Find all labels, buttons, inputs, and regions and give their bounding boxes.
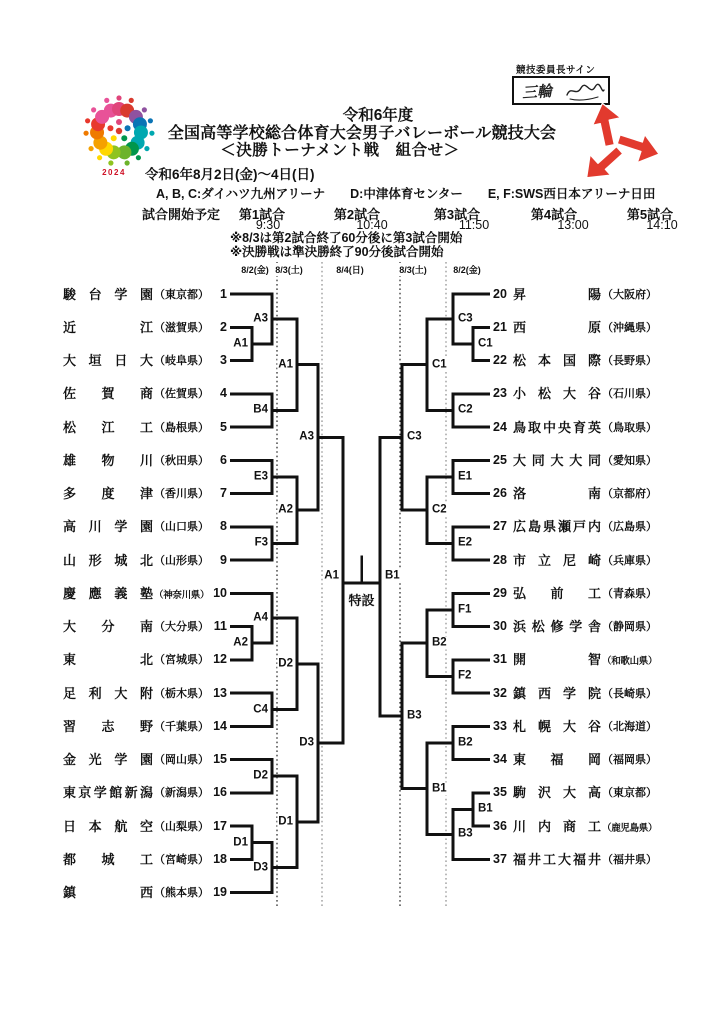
- team-name: 日本航空: [63, 818, 153, 834]
- match-label-A2a: A2: [233, 636, 248, 649]
- team-name: 駿台学園: [63, 286, 153, 302]
- team-row-25: [0, 452, 724, 469]
- team-prefecture: （兵庫県）: [602, 554, 657, 567]
- chairman-sign-box: [512, 76, 610, 105]
- team-seed: 33: [493, 718, 507, 733]
- match-label-B3b: B3: [407, 709, 422, 722]
- team-row-27: [0, 518, 724, 535]
- team-name: 鳥取中央育英: [513, 419, 601, 435]
- team-name: 多度津: [63, 486, 153, 501]
- team-prefecture: （香川県）: [154, 488, 209, 500]
- team-prefecture: （栃木県）: [154, 687, 209, 700]
- team-name: 広島県瀬戸内: [513, 519, 601, 535]
- team-seed: 13: [213, 685, 227, 700]
- match-label-C1a: C1: [478, 337, 493, 350]
- team-name: 駒沢大高: [513, 785, 601, 801]
- team-prefecture: （秋田県）: [154, 454, 209, 467]
- schedule-time-5: 14:10: [646, 218, 678, 232]
- team-row-33: [0, 718, 724, 735]
- team-row-37: [0, 851, 724, 868]
- match-label-C2b: C2: [432, 503, 447, 516]
- match-label-D3b: D3: [299, 736, 314, 749]
- schedule-session-4: 第4試合: [530, 207, 578, 222]
- team-seed: 35: [493, 785, 507, 800]
- schedule-note-2: ※決勝戦は準決勝終了90分後試合開始: [230, 245, 444, 259]
- team-seed: 23: [493, 386, 507, 401]
- match-label-B1b: B1: [432, 782, 447, 795]
- team-seed: 14: [213, 718, 227, 733]
- match-label-C4a: C4: [253, 703, 268, 716]
- match-label-C3b: C3: [407, 430, 422, 443]
- team-prefecture: （福岡県）: [602, 754, 657, 766]
- team-name: 浜松修学舎: [513, 619, 601, 634]
- team-prefecture: （島根県）: [154, 421, 209, 434]
- team-name: 東京学館新潟: [63, 785, 153, 801]
- day-header-0: 8/2(金): [241, 265, 269, 275]
- team-prefecture: （岡山県）: [154, 754, 209, 766]
- team-row-36: [0, 818, 724, 835]
- team-prefecture: （熊本県）: [154, 887, 209, 899]
- team-name: 昇陽: [513, 286, 601, 302]
- team-prefecture: （大分県）: [154, 621, 209, 633]
- team-prefecture: （東京都）: [154, 288, 209, 301]
- team-seed: 6: [220, 452, 227, 467]
- team-seed: 19: [213, 885, 227, 899]
- schedule-time-1: 9:30: [255, 218, 281, 232]
- chairman-signature: 三輪: [521, 82, 553, 103]
- team-name: 大垣日大: [63, 353, 153, 368]
- schedule-session-2: 第2試合: [333, 207, 381, 222]
- match-label-E2a: E2: [458, 536, 473, 549]
- team-prefecture: （千葉県）: [154, 720, 209, 733]
- team-seed: 31: [493, 652, 507, 667]
- team-row-30: [0, 618, 724, 635]
- team-prefecture: （宮城県）: [154, 654, 209, 667]
- team-prefecture: （大阪府）: [602, 288, 657, 301]
- team-prefecture: （静岡県）: [602, 621, 657, 633]
- team-prefecture: （鹿児島県）: [602, 822, 657, 834]
- team-row-23: [0, 385, 724, 402]
- team-prefecture: （山口県）: [154, 521, 209, 534]
- schedule-note-1: ※8/3は第2試合終了60分後に第3試合開始: [230, 230, 463, 245]
- match-label-F3a: F3: [254, 536, 268, 549]
- team-row-32: [0, 685, 724, 702]
- team-seed: 27: [493, 519, 507, 534]
- team-prefecture: （沖縄県）: [602, 321, 657, 334]
- team-seed: 5: [220, 419, 227, 434]
- match-label-A4a: A4: [253, 611, 268, 624]
- team-prefecture: （鳥取県）: [602, 421, 657, 434]
- team-name: 松本国際: [513, 353, 601, 368]
- team-seed: 15: [213, 752, 227, 766]
- team-name: 福井工大福井: [513, 851, 601, 867]
- team-seed: 22: [493, 353, 507, 367]
- team-seed: 30: [493, 619, 507, 633]
- schedule-time-4: 13:00: [557, 218, 589, 232]
- team-prefecture: （青森県）: [602, 587, 657, 600]
- team-seed: 11: [213, 619, 227, 633]
- match-label-A1b: A1: [278, 358, 293, 371]
- team-seed: 21: [493, 319, 507, 334]
- team-name: 小松大谷: [513, 386, 601, 402]
- match-label-D1b: D1: [278, 815, 293, 828]
- team-prefecture: （広島県）: [602, 521, 657, 534]
- team-name: 雄物川: [63, 452, 153, 468]
- team-row-28: [0, 552, 724, 569]
- team-prefecture: （石川県）: [602, 388, 657, 401]
- team-seed: 29: [493, 585, 507, 600]
- team-name: 鎮西: [63, 885, 153, 900]
- team-seed: 36: [493, 818, 507, 833]
- schedule-session-1: 第1試合: [238, 207, 286, 222]
- team-seed: 32: [493, 685, 507, 700]
- emblem-year-label: 2024: [102, 168, 126, 177]
- team-name: 洛南: [513, 486, 601, 501]
- schedule-label: 試合開始予定: [142, 207, 221, 222]
- team-name: 金光学園: [63, 752, 153, 767]
- team-seed: 34: [493, 752, 507, 766]
- team-name: 市立尼崎: [513, 552, 601, 568]
- team-prefecture: （長野県）: [602, 355, 657, 367]
- team-name: 近江: [63, 319, 153, 335]
- team-name: 西原: [513, 319, 601, 335]
- team-seed: 24: [493, 419, 507, 434]
- team-seed: 8: [220, 519, 227, 534]
- day-header-1: 8/3(土): [275, 265, 303, 275]
- team-row-20: [0, 286, 724, 303]
- tournament-title: 全国高等学校総合体育大会男子バレーボール競技大会: [167, 125, 557, 142]
- final-venue-label: 特設: [346, 590, 376, 609]
- team-seed: 9: [220, 552, 227, 567]
- team-seed: 37: [493, 851, 507, 866]
- team-seed: 2: [220, 319, 227, 334]
- team-prefecture: （和歌山県）: [602, 656, 657, 668]
- match-label-C3a: C3: [458, 312, 473, 325]
- team-name: 鎮西学院: [513, 685, 601, 701]
- team-name: 佐賀商: [63, 386, 153, 402]
- team-name: 松江工: [63, 419, 153, 435]
- team-seed: 28: [493, 552, 507, 567]
- team-name: 川内商工: [513, 818, 601, 834]
- team-seed: 18: [213, 851, 227, 866]
- team-name: 大分南: [63, 619, 153, 634]
- team-prefecture: （福井県）: [602, 853, 657, 866]
- team-row-29: [0, 585, 724, 602]
- schedule-time-3: 11:50: [458, 218, 490, 232]
- team-name: 東福岡: [513, 752, 601, 767]
- team-prefecture: （愛知県）: [602, 454, 657, 467]
- team-row-35: [0, 784, 724, 801]
- match-label-B3a: B3: [458, 827, 473, 840]
- team-seed: 25: [493, 452, 507, 467]
- team-prefecture: （神奈川県）: [154, 589, 209, 601]
- team-seed: 26: [493, 486, 507, 500]
- match-label-A1a: A1: [233, 337, 248, 350]
- team-name: 足利大附: [63, 685, 153, 701]
- team-prefecture: （東京都）: [602, 787, 657, 800]
- team-seed: 1: [220, 286, 227, 301]
- match-label-E3a: E3: [253, 470, 268, 483]
- match-label-B4a: B4: [253, 403, 268, 416]
- team-prefecture: （北海道）: [602, 720, 657, 733]
- team-prefecture: （岐阜県）: [154, 355, 209, 367]
- team-seed: 20: [493, 286, 507, 301]
- fiscal-year-title: 令和6年度: [342, 107, 414, 124]
- match-label-E1a: E1: [458, 470, 473, 483]
- team-seed: 10: [213, 585, 227, 600]
- match-label-F2a: F2: [458, 669, 472, 682]
- match-label-B1a: B1: [478, 802, 493, 815]
- team-name: 弘前工: [513, 585, 601, 601]
- event-dates: 令和6年8月2日(金)～4日(日): [145, 167, 315, 182]
- team-seed: 17: [213, 818, 227, 833]
- team-row-34: [0, 751, 724, 768]
- match-label-A1c: A1: [324, 569, 339, 582]
- team-row-31: [0, 651, 724, 668]
- team-row-21: [0, 319, 724, 336]
- team-seed: 3: [220, 353, 227, 367]
- team-row-24: [0, 419, 724, 436]
- team-name: 高川学園: [63, 519, 153, 535]
- team-prefecture: （山梨県）: [154, 820, 209, 833]
- team-row-22: [0, 352, 724, 369]
- team-seed: 7: [220, 486, 227, 500]
- team-name: 開智: [513, 652, 601, 668]
- team-prefecture: （新潟県）: [154, 787, 209, 800]
- schedule-session-3: 第3試合: [433, 207, 481, 222]
- team-name: 都城工: [63, 851, 153, 867]
- team-name: 札幌大谷: [513, 718, 601, 734]
- team-name: 大同大大同: [513, 452, 601, 468]
- team-name: 慶應義塾: [63, 585, 153, 601]
- match-label-B1c: B1: [385, 569, 400, 582]
- chairman-sign-label: 競技委員長サイン: [516, 65, 596, 76]
- team-prefecture: （滋賀県）: [154, 321, 209, 334]
- match-label-A3b: A3: [299, 430, 314, 443]
- match-label-B2b: B2: [432, 636, 447, 649]
- team-name: 東北: [63, 652, 153, 668]
- interhigh-flower-logo: [80, 93, 158, 171]
- schedule-session-5: 第5試合: [626, 207, 674, 222]
- match-label-D2a: D2: [253, 769, 268, 782]
- bracket-subtitle: ＜決勝トーナメント戦 組合せ＞: [220, 142, 460, 159]
- match-label-D3a: D3: [253, 861, 268, 874]
- team-prefecture: （山形県）: [154, 554, 209, 567]
- venue-list: A, B, C:ダイハツ九州アリーナ D:中津体育センター E, F:SWS西日本アリーナ日田: [156, 187, 656, 201]
- match-label-D1a: D1: [233, 836, 248, 849]
- team-seed: 12: [213, 652, 227, 667]
- team-row-26: [0, 485, 724, 502]
- team-name: 習志野: [63, 718, 153, 734]
- day-header-3: 8/3(土): [399, 265, 427, 275]
- signature-scribble-icon: [564, 81, 606, 103]
- team-prefecture: （宮崎県）: [154, 853, 209, 866]
- team-name: 山形城北: [63, 552, 153, 568]
- schedule-time-2: 10:40: [356, 218, 388, 232]
- day-header-4: 8/2(金): [453, 265, 481, 275]
- team-seed: 16: [213, 785, 227, 800]
- day-header-2: 8/4(日): [336, 265, 364, 275]
- match-label-D2b: D2: [278, 657, 293, 670]
- red-arrow-logo: [560, 103, 675, 188]
- match-label-A3a: A3: [253, 312, 268, 325]
- match-label-A2b: A2: [278, 503, 293, 516]
- team-prefecture: （長崎県）: [602, 687, 657, 700]
- team-prefecture: （京都府）: [602, 488, 657, 500]
- team-seed: 4: [220, 386, 227, 401]
- match-label-F1a: F1: [458, 603, 472, 616]
- match-label-B2a: B2: [458, 736, 473, 749]
- team-row-19: [0, 884, 724, 901]
- team-prefecture: （佐賀県）: [154, 388, 209, 401]
- match-label-C1b: C1: [432, 358, 447, 371]
- match-label-C2a: C2: [458, 403, 473, 416]
